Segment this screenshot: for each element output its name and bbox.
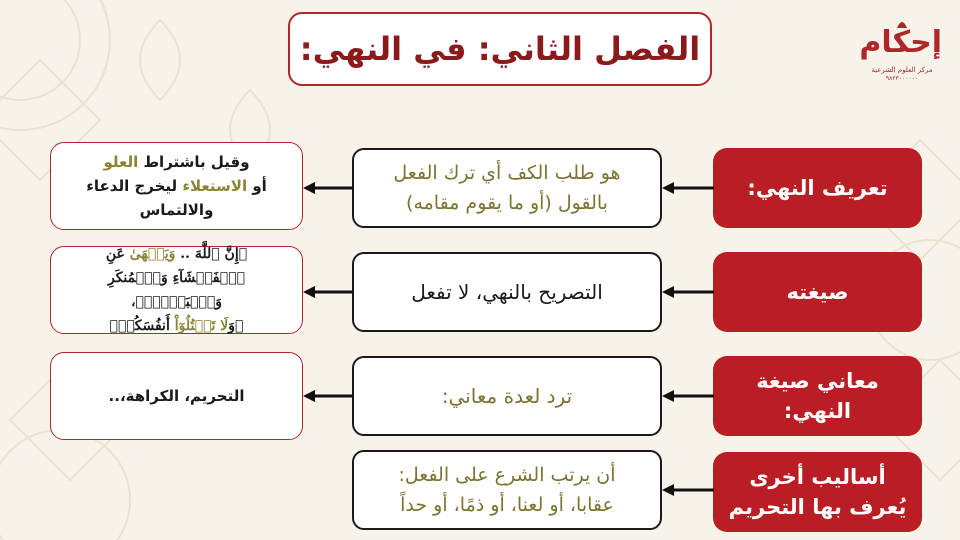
- note-text-b: أو: [247, 177, 267, 195]
- note-text-a: وقيل باشتراط: [138, 153, 250, 171]
- definition-line1: هو طلب الكف أي ترك الفعل: [393, 162, 621, 184]
- arrow-icon: [662, 483, 714, 497]
- definition-note-box: [50, 142, 303, 230]
- formula-box: [352, 252, 662, 332]
- formula-text: التصريح بالنهي، لا تفعل: [411, 280, 603, 304]
- label-meanings: [713, 356, 922, 436]
- other-styles-line1: أن يرتب الشرع على الفعل:: [398, 464, 616, 486]
- note-highlight-uluw: العلو: [103, 153, 139, 171]
- arrow-icon: [303, 285, 353, 299]
- meanings-list-box: [50, 352, 303, 440]
- label-other-styles: [713, 452, 922, 532]
- arrow-icon: [662, 389, 714, 403]
- label-formula-text: صيغته: [786, 280, 849, 304]
- logo-phone: ٩٨٢٣٠٠٠٠٠٠: [885, 75, 919, 82]
- verse1-line2: ٱلۡفَحۡشَآءِ وَٱلۡمُنكَرِ وَٱلۡبَغۡيِۚ﴾،: [107, 270, 246, 310]
- meanings-box: [352, 356, 662, 436]
- other-styles-line2: عقابا، أو لعنا، أو ذمًا، أو حداً: [400, 494, 614, 516]
- label-definition-text: تعريف النهي:: [747, 176, 888, 200]
- verse1-c: عَنِ: [105, 246, 130, 262]
- label-definition: [713, 148, 922, 228]
- arrow-icon: [662, 285, 714, 299]
- page-title: الفصل الثاني: في النهي:: [299, 30, 701, 68]
- arrow-icon: [303, 389, 353, 403]
- note-text-c: ليخرج الدعاء: [86, 177, 183, 195]
- note-highlight-isti-la: الاستعلاء: [182, 177, 248, 195]
- label-other-line2: يُعرف بها التحريم: [728, 495, 907, 519]
- definition-box: [352, 148, 662, 228]
- note-text-d: والالتماس: [139, 201, 214, 219]
- title-box: [288, 12, 712, 86]
- verse2-c: أَنفُسَكُمۡ﴾: [109, 318, 175, 334]
- quran-verse-box: [50, 246, 303, 334]
- meanings-list-text: التحريم، الكراهة،..: [108, 387, 245, 405]
- arrow-icon: [303, 181, 353, 195]
- verse2-a: ﴿وَ: [228, 318, 244, 334]
- label-formula: [713, 252, 922, 332]
- verse1-a: ﴿إِنَّ ٱللَّهَ ..: [175, 246, 248, 262]
- arrow-icon: [662, 181, 714, 195]
- label-meanings-line1: معاني صيغة: [756, 369, 879, 393]
- meanings-text: ترد لعدة معاني:: [441, 384, 573, 408]
- definition-line2: بالقول (أو ما يقوم مقامه): [406, 192, 608, 214]
- label-meanings-line2: النهي:: [783, 399, 852, 423]
- verse1-highlight: وَيَنۡهَىٰ: [129, 246, 176, 262]
- logo-name: إحكام: [859, 25, 942, 60]
- other-styles-box: [352, 450, 662, 530]
- verse2-highlight: لَا تَقۡتُلُوٓاْ: [174, 318, 229, 334]
- logo-subtitle: مركز العلوم الشرعية: [871, 66, 933, 74]
- logo: [859, 18, 942, 84]
- label-other-line1: أساليب أخرى: [749, 465, 886, 489]
